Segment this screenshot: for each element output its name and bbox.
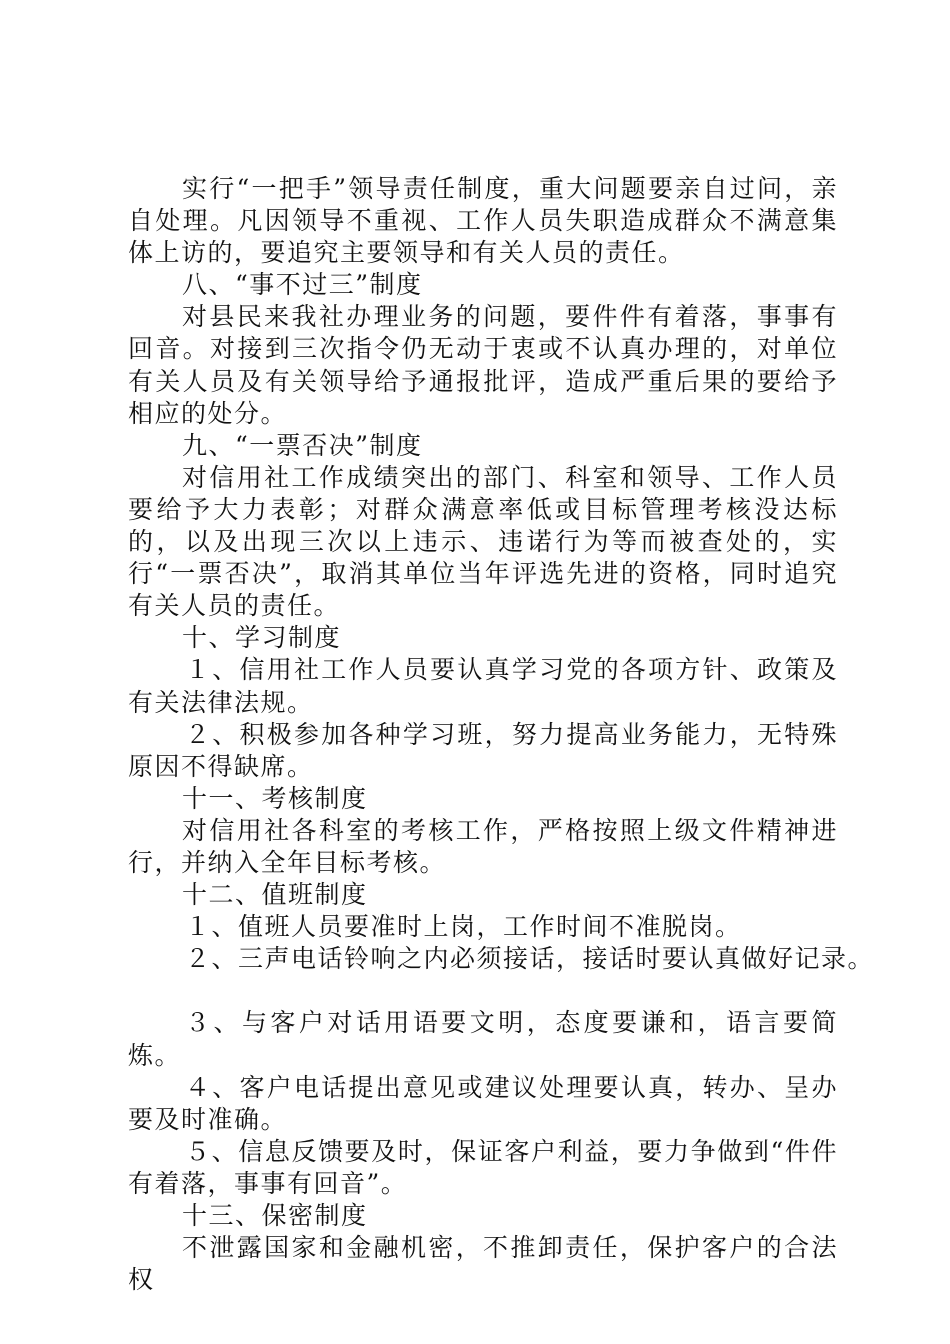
list-item-study-1: １、信用社工作人员要认真学习党的各项方针、政策及有关法律法规。 <box>128 655 838 717</box>
list-item-duty-1: １、值班人员要准时上岗，工作时间不准脱岗。 <box>185 912 742 942</box>
paragraph-section-11: 对信用社各科室的考核工作，严格按照上级文件精神进行，并纳入全年目标考核。 <box>128 815 838 877</box>
list-item-duty-5: ５、信息反馈要及时，保证客户利益，要力争做到“件件有着落，事事有回音”。 <box>128 1136 838 1198</box>
heading-section-10: 十、学习制度 <box>182 623 342 653</box>
heading-section-11: 十一、考核制度 <box>182 783 368 813</box>
heading-section-12: 十二、值班制度 <box>182 880 368 910</box>
heading-section-8: 八、“事不过三”制度 <box>182 270 423 300</box>
paragraph-section-13: 不泄露国家和金融机密，不推卸责任，保护客户的合法权 <box>128 1233 838 1295</box>
list-item-duty-2: ２、三声电话铃响之内必须接话，接话时要认真做好记录。 <box>185 944 875 974</box>
list-item-duty-4: ４、客户电话提出意见或建议处理要认真，转办、呈办要及时准确。 <box>128 1072 838 1134</box>
document-body <box>128 173 875 1296</box>
heading-section-9: 九、“一票否决”制度 <box>182 430 423 460</box>
heading-section-13: 十三、保密制度 <box>182 1201 368 1230</box>
blank-line <box>128 975 838 1007</box>
paragraph-section-8: 对县民来我社办理业务的问题，要件件有着落，事事有回音。对接到三次指令仍无动于衷或不认真办理的，对单位有关人员及有关领导给予通报批评，造成严重后果的要给予相应的处分。 <box>128 302 838 428</box>
list-item-duty-3: ３、与客户对话用语要文明，态度要谦和，语言要简炼。 <box>128 1008 838 1070</box>
paragraph-leadership-responsibility: 实行“一把手”领导责任制度，重大问题要亲自过问，亲自处理。凡因领导不重视、工作人员失职造成群众不满意集体上访的，要追究主要领导和有关人员的责任。 <box>128 174 838 268</box>
paragraph-section-9: 对信用社工作成绩突出的部门、科室和领导、工作人员要给予大力表彰；对群众满意率低或目标管理考核没达标的，以及出现三次以上违示、违诺行为等而被查处的，实行“一票否决”，取消其单位当年评选先进的资格，同时追究有关人员的责任。 <box>128 462 838 621</box>
list-item-study-2: ２、积极参加各种学习班，努力提高业务能力，无特殊原因不得缺席。 <box>128 719 838 781</box>
